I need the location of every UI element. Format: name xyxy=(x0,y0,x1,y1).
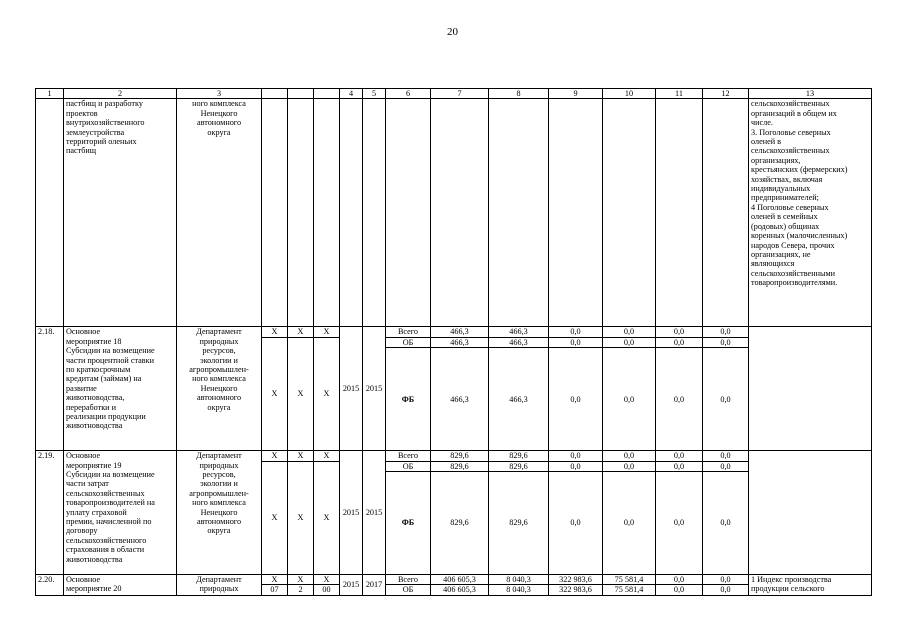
amount-total: 829,6 xyxy=(431,461,489,471)
year-end: 2015 xyxy=(363,327,386,451)
col-header: 10 xyxy=(603,89,656,99)
amount-2018: 0,0 xyxy=(656,585,703,595)
code-cell: X xyxy=(288,461,314,574)
source: ФБ xyxy=(386,472,431,575)
amount-2015: 8 040,3 xyxy=(489,585,549,595)
amount-2016: 0,0 xyxy=(549,472,603,575)
amount-total: 466,3 xyxy=(431,337,489,347)
source: ФБ xyxy=(386,348,431,451)
column-header-row xyxy=(36,89,872,99)
activity-name: Основное мероприятие 18 Субсидии на возмещение части процентной ставки по краткосрочным кредитам (займам) на развитие животноводства, переработки и реализации продукции животноводства xyxy=(64,327,177,451)
source: Всего xyxy=(386,575,431,585)
amount-total: 406 605,3 xyxy=(431,575,489,585)
source: ОБ xyxy=(386,461,431,471)
executor: Департамент природных ресурсов, экологии и агропромышлен- ного комплекса Ненецкого автономного округа xyxy=(177,327,262,451)
col-header: 3 xyxy=(177,89,262,99)
code-cell: 07 xyxy=(262,585,288,595)
col-header: 13 xyxy=(749,89,872,99)
activity-name: Основное мероприятие 20 xyxy=(64,575,177,596)
activity-name: Основное мероприятие 19 Субсидии на возмещение части затрат сельскохозяйственных товаропроизводителей на уплату страховой премии, начисленной по договору сельскохозяйственного страхования в области животноводства xyxy=(64,451,177,575)
col-header: 4 xyxy=(340,89,363,99)
financing-table xyxy=(35,88,872,596)
amount-2015: 466,3 xyxy=(489,337,549,347)
amount-total: 829,6 xyxy=(431,451,489,461)
col-header xyxy=(262,89,288,99)
amount-2017: 0,0 xyxy=(603,451,656,461)
amount-2017: 0,0 xyxy=(603,337,656,347)
page-number: 20 xyxy=(447,26,458,38)
code-cell: X xyxy=(314,461,340,574)
code-cell: X xyxy=(314,575,340,585)
amount-2018: 0,0 xyxy=(656,472,703,575)
indicator xyxy=(749,451,872,575)
activity-name: пастбищ и разработку проектов внутрихозяйственного землеустройства территорий оленьих пастбищ xyxy=(64,99,177,327)
code-cell: X xyxy=(262,575,288,585)
amount-2018: 0,0 xyxy=(656,575,703,585)
amount-total: 466,3 xyxy=(431,348,489,451)
amount-total: 406 605,3 xyxy=(431,585,489,595)
amount-2017: 0,0 xyxy=(603,472,656,575)
col-header: 11 xyxy=(656,89,703,99)
source: ОБ xyxy=(386,337,431,347)
executor: Департамент природных ресурсов, экологии и агропромышлен- ного комплекса Ненецкого автономного округа xyxy=(177,451,262,575)
year-end: 2017 xyxy=(363,575,386,596)
amount-2019: 0,0 xyxy=(703,585,749,595)
amount-2019: 0,0 xyxy=(703,575,749,585)
indicator xyxy=(749,327,872,451)
col-header xyxy=(288,89,314,99)
amount-2019: 0,0 xyxy=(703,327,749,337)
amount-2015: 829,6 xyxy=(489,451,549,461)
amount-2016: 0,0 xyxy=(549,348,603,451)
amount-2017: 0,0 xyxy=(603,348,656,451)
source: ОБ xyxy=(386,585,431,595)
code-cell: X xyxy=(314,337,340,450)
executor: Департамент природных xyxy=(177,575,262,596)
code-cell: X xyxy=(288,327,314,337)
code-cell: X xyxy=(314,451,340,461)
amount-2018: 0,0 xyxy=(656,461,703,471)
col-header: 5 xyxy=(363,89,386,99)
code-cell: X xyxy=(262,451,288,461)
col-header: 12 xyxy=(703,89,749,99)
row-number: 2.19. xyxy=(36,451,64,575)
amount-2016: 0,0 xyxy=(549,327,603,337)
table-row xyxy=(36,575,872,585)
amount-2019: 0,0 xyxy=(703,451,749,461)
source: Всего xyxy=(386,327,431,337)
amount-2015: 8 040,3 xyxy=(489,575,549,585)
table-row xyxy=(36,327,872,337)
amount-2018: 0,0 xyxy=(656,337,703,347)
code-cell: X xyxy=(288,575,314,585)
col-header: 8 xyxy=(489,89,549,99)
row-number: 2.18. xyxy=(36,327,64,451)
code-cell: X xyxy=(288,451,314,461)
amount-2019: 0,0 xyxy=(703,348,749,451)
code-cell: 00 xyxy=(314,585,340,595)
table-row xyxy=(36,451,872,461)
year-end: 2015 xyxy=(363,451,386,575)
amount-2019: 0,0 xyxy=(703,337,749,347)
col-header: 7 xyxy=(431,89,489,99)
executor: ного комплекса Ненецкого автономного округа xyxy=(177,99,262,327)
code-cell: X xyxy=(262,327,288,337)
amount-2016: 322 983,6 xyxy=(549,585,603,595)
amount-2017: 0,0 xyxy=(603,327,656,337)
amount-2017: 75 581,4 xyxy=(603,585,656,595)
amount-2017: 0,0 xyxy=(603,461,656,471)
code-cell: X xyxy=(288,337,314,450)
row-number: 2.20. xyxy=(36,575,64,596)
amount-2015: 466,3 xyxy=(489,327,549,337)
source: Всего xyxy=(386,451,431,461)
col-header: 2 xyxy=(64,89,177,99)
year-start: 2015 xyxy=(340,327,363,451)
col-header: 9 xyxy=(549,89,603,99)
amount-2017: 75 581,4 xyxy=(603,575,656,585)
amount-2019: 0,0 xyxy=(703,472,749,575)
amount-2018: 0,0 xyxy=(656,451,703,461)
amount-total: 829,6 xyxy=(431,472,489,575)
code-cell: X xyxy=(262,337,288,450)
amount-2015: 829,6 xyxy=(489,472,549,575)
indicator: сельскохозяйственных организаций в общем их числе. 3. Поголовье северных оленей в сельскохозяйственных организациях, крестьянских (фермерских) хозяйствах, включая индивидуальных предпринимателей; 4 Поголовье северных оленей в семейных (родовых) общинах коренных (малочисленных) народов Севера, прочих организациях, не являющихся сельскохозяйственными товаропроизводителями. xyxy=(749,99,872,327)
year-start: 2015 xyxy=(340,451,363,575)
indicator: 1 Индекс производства продукции сельского xyxy=(749,575,872,596)
code-cell: X xyxy=(314,327,340,337)
amount-2015: 829,6 xyxy=(489,461,549,471)
amount-2016: 0,0 xyxy=(549,461,603,471)
year-start: 2015 xyxy=(340,575,363,596)
code-cell: 2 xyxy=(288,585,314,595)
amount-total: 466,3 xyxy=(431,327,489,337)
amount-2016: 0,0 xyxy=(549,451,603,461)
amount-2016: 0,0 xyxy=(549,337,603,347)
col-header: 6 xyxy=(386,89,431,99)
table-row-continued xyxy=(36,99,872,327)
amount-2015: 466,3 xyxy=(489,348,549,451)
col-header: 1 xyxy=(36,89,64,99)
code-cell: X xyxy=(262,461,288,574)
amount-2016: 322 983,6 xyxy=(549,575,603,585)
amount-2019: 0,0 xyxy=(703,461,749,471)
amount-2018: 0,0 xyxy=(656,327,703,337)
amount-2018: 0,0 xyxy=(656,348,703,451)
col-header xyxy=(314,89,340,99)
